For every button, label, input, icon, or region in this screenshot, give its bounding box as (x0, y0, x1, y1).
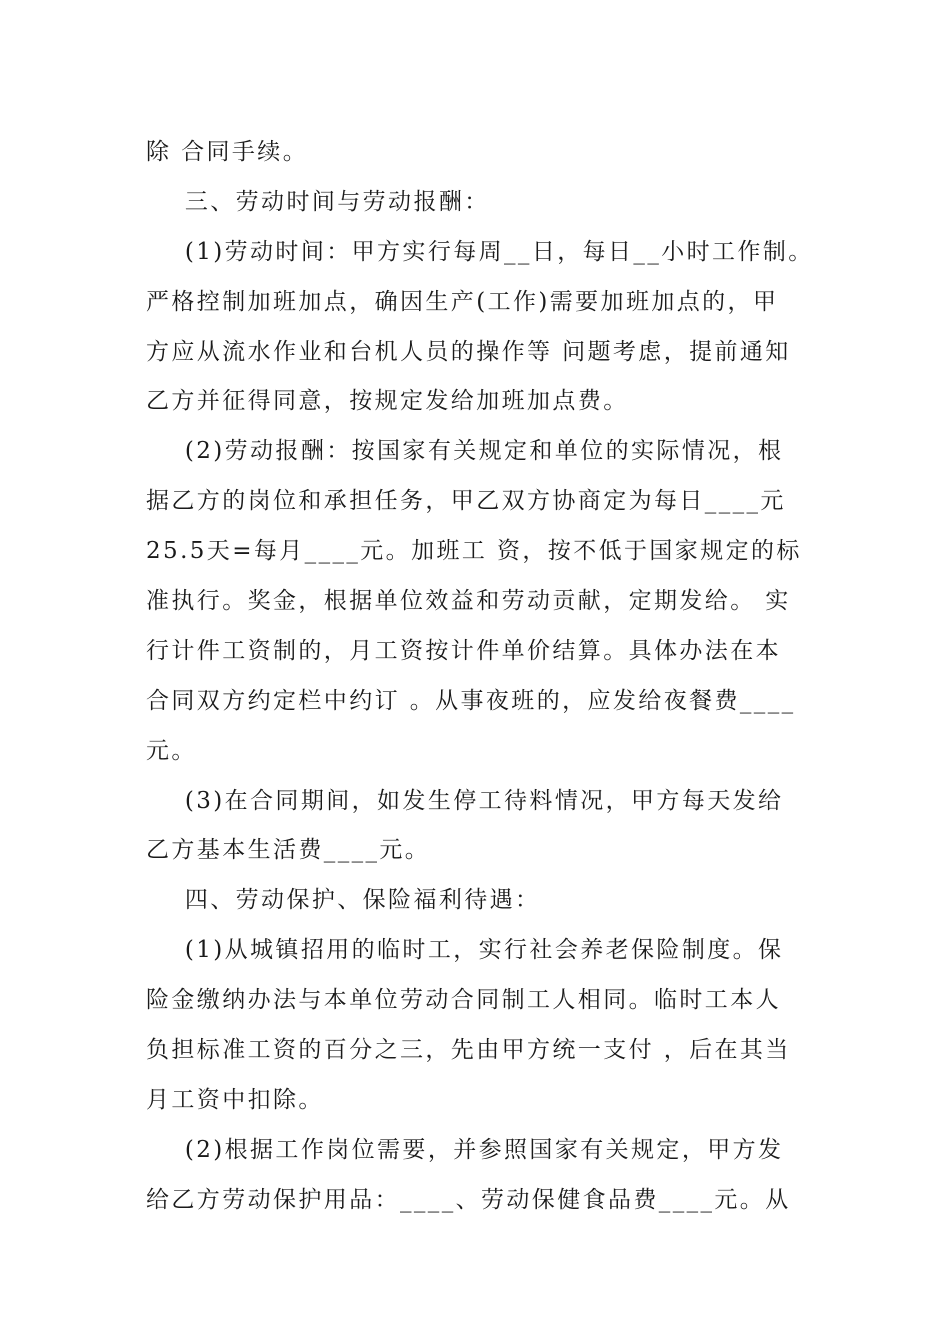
text-line: (2)劳动报酬：按国家有关规定和单位的实际情况，根 (146, 438, 784, 465)
text-line: 准执行。奖金，根据单位效益和劳动贡献，定期发给。 实 (146, 588, 791, 615)
text-line: (3)在合同期间，如发生停工待料情况，甲方每天发给 (146, 787, 784, 814)
text-line: 乙方并征得同意，按规定发给加班加点费。 (146, 388, 629, 415)
text-line: 负担标准工资的百分之三，先由甲方统一支付 ，后在其当 (146, 1037, 791, 1064)
section-heading: 四、劳动保护、保险福利待遇： (146, 887, 541, 914)
document-body (146, 128, 826, 1226)
text-line: 险金缴纳办法与本单位劳动合同制工人相同。临时工本人 (146, 987, 781, 1014)
text-line: 除 合同手续。 (146, 139, 309, 165)
text-line: 25.5天=每月____元。加班工 资，按不低于国家规定的标 (146, 538, 802, 565)
section-heading: 三、劳动时间与劳动报酬： (146, 188, 490, 215)
text-line: 乙方基本生活费____元。 (146, 837, 431, 864)
text-line: 方应从流水作业和台机人员的操作等 问题考虑，提前通知 (146, 338, 791, 365)
text-line: 合同双方约定栏中约订 。从事夜班的，应发给夜餐费____ (146, 687, 796, 714)
text-line: 行计件工资制的，月工资按计件单价结算。具体办法在本 (146, 637, 781, 664)
text-line: 元。 (146, 737, 197, 764)
text-line: (2)根据工作岗位需要，并参照国家有关规定，甲方发 (146, 1136, 784, 1163)
text-line: (1)从城镇招用的临时工，实行社会养老保险制度。保 (146, 937, 784, 964)
text-line: 给乙方劳动保护用品：____、劳动保健食品费____元。从 (146, 1186, 791, 1213)
text-line: 月工资中扣除。 (146, 1086, 324, 1113)
text-line: 据乙方的岗位和承担任务，甲乙双方协商定为每日____元 (146, 488, 786, 515)
text-line: (1)劳动时间：甲方实行每周__日，每日__小时工作制。 (146, 238, 814, 265)
text-line: 严格控制加班加点，确因生产(工作)需要加班加点的，甲 (146, 288, 779, 315)
